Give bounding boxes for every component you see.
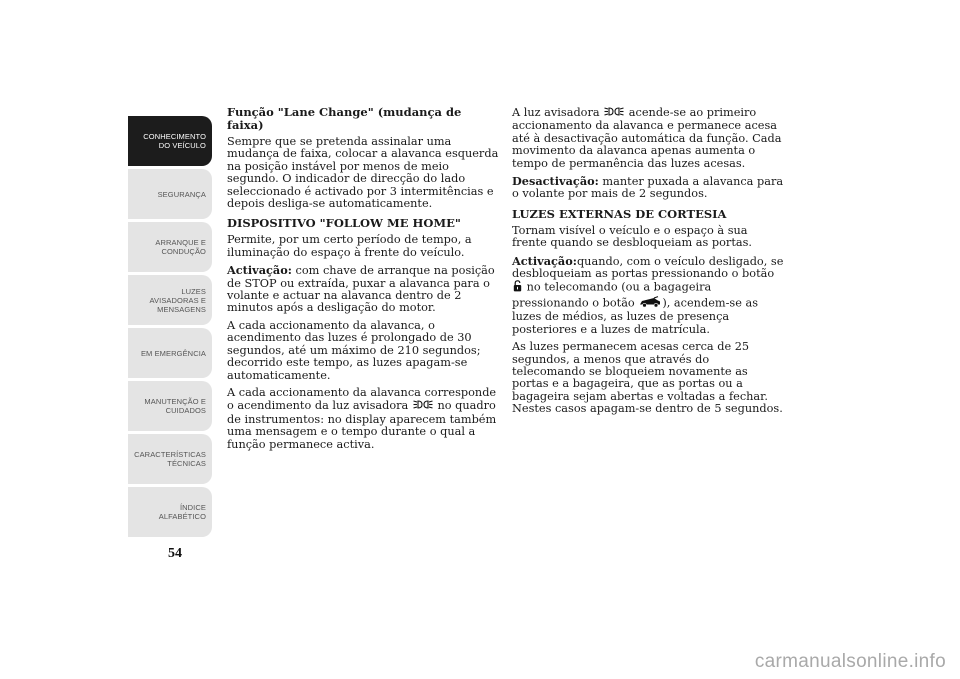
warning-before: A luz avisadora xyxy=(512,106,604,120)
unlock-padlock-icon xyxy=(513,280,522,295)
courtesy-part2: no telecomando (ou a bagageira pressionando o botão xyxy=(512,281,712,310)
corresponds-after: no quadro de instrumentos: no display aparecem também uma mensagem e o tempo durante o qual a função permanece activa. xyxy=(227,399,497,451)
activation-label: Activação: xyxy=(227,263,292,278)
tab-label: EM EMERGÊNCIA xyxy=(140,348,206,358)
courtesy-text: Tornam visível o veículo e o espaço à sua frente quando se desbloqueiam as portas. xyxy=(512,223,752,250)
lane-change-text: Sempre que se pretenda assinalar uma mudança de faixa, colocar a alavanca esquerda na posição instável por menos de meio segundo. O indicador de direcção do lado seleccionado é activado por 3 intermitências e depois desliga-se automaticamente. xyxy=(227,135,499,211)
tab-label: SEGURANÇA xyxy=(157,189,206,199)
corresponds-paragraph xyxy=(227,387,499,451)
low-beam-lights-icon xyxy=(604,106,624,120)
tab-caracteristicas[interactable] xyxy=(128,434,212,484)
tab-label: CARACTERÍSTICAS TÉCNICAS xyxy=(134,450,206,468)
low-beam-lights-icon xyxy=(413,399,433,413)
tab-manutencao[interactable] xyxy=(128,381,212,431)
courtesy-activation-paragraph xyxy=(512,255,784,336)
right-column xyxy=(512,106,784,421)
tab-indice[interactable] xyxy=(128,487,212,537)
activation-text: com chave de arranque na posição de STOP ou extraída, puxar a alavanca para o volante e actuar na alavanca dentro de 2 minutos após a desligação do motor. xyxy=(227,264,495,315)
deactivation-text: manter puxada a alavanca para o volante por mais de 2 segundos. xyxy=(512,175,784,201)
tab-label: ÍNDICE ALFABÉTICO xyxy=(158,503,206,521)
lane-change-title: Função "Lane Change" (mudança de faixa) xyxy=(227,105,462,132)
courtesy-part3: ), acendem-se as luzes de médios, as luzes de presença posteriores e a luzes de matrícula. xyxy=(512,296,759,336)
tab-luzes[interactable] xyxy=(128,275,212,325)
tab-label: ARRANQUE E CONDUÇÃO xyxy=(155,238,206,256)
corresponds-before: A cada accionamento da alavanca corresponde o acendimento da luz avisadora xyxy=(227,385,497,413)
deactivation-label: Desactivação: xyxy=(512,174,599,189)
follow-me-title: DISPOSITIVO "FOLLOW ME HOME" xyxy=(227,216,461,231)
chapter-tabs xyxy=(128,116,212,540)
activation-paragraph xyxy=(227,264,499,315)
follow-me-text: Permite, por um certo período de tempo, a iluminação do espaço à frente do veículo. xyxy=(227,233,472,259)
tab-arranque[interactable] xyxy=(128,222,212,272)
remain-text: As luzes permanecem acesas cerca de 25 segundos, a menos que através do telecomando se bloqueiem novamente as portas e a bagageira, que as portas ou a bagageira sejam abertas e voltadas a fechar. Nestes casos apagam-se dentro de 5 segundos. xyxy=(512,340,783,416)
tab-label: LUZES AVISADORAS E MENSAGENS xyxy=(149,286,206,314)
warning-paragraph xyxy=(512,106,784,170)
courtesy-part1: quando, com o veículo desligado, se desbloqueiam as portas pressionando o botão xyxy=(512,254,784,281)
deactivation-paragraph xyxy=(512,175,784,201)
warning-after: acende-se ao primeiro accionamento da alavanca e permanece acesa até à desactivação automática da função. Cada movimento da alavanca apenas aumenta o tempo de permanência das luzes acesas. xyxy=(512,106,782,170)
tab-label: MANUTENÇÃO E CUIDADOS xyxy=(144,397,206,415)
courtesy-activation-label: Activação: xyxy=(512,253,577,268)
tab-emergencia[interactable] xyxy=(128,328,212,378)
each-activation-text: A cada accionamento da alavanca, o acendimento das luzes é prolongado de 30 segundos, até um máximo de 210 segundos; decorrido este tempo, as luzes apagam-se automaticamente. xyxy=(227,318,481,382)
courtesy-title: LUZES EXTERNAS DE CORTESIA xyxy=(512,206,727,221)
car-trunk-icon xyxy=(639,296,661,311)
watermark: carmanualsonline.info xyxy=(754,651,946,672)
tab-conhecimento[interactable] xyxy=(128,116,212,166)
page-number: 54 xyxy=(168,546,182,561)
tab-label: CONHECIMENTO DO VEÍCULO xyxy=(143,132,206,150)
left-column xyxy=(227,106,499,456)
tab-seguranca[interactable] xyxy=(128,169,212,219)
